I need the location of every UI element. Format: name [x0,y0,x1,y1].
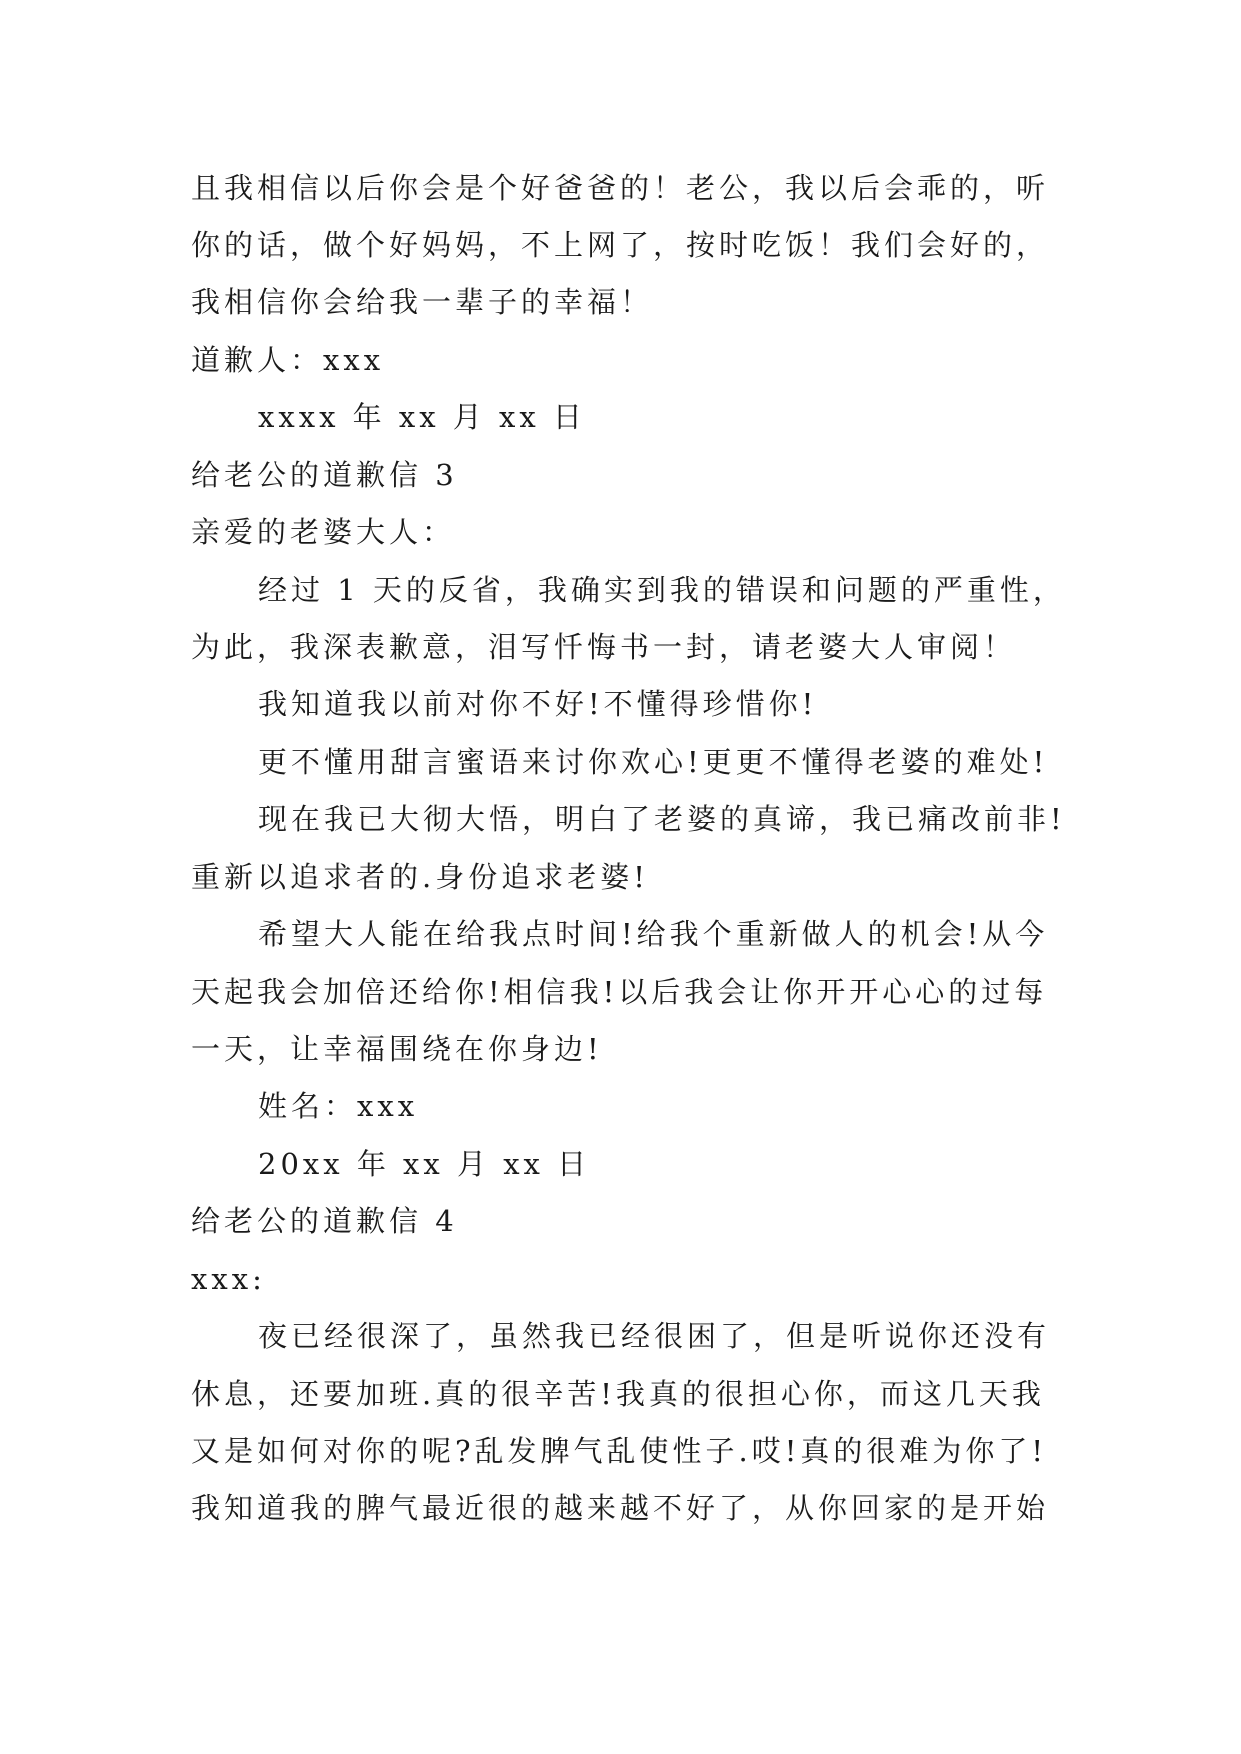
paragraph-line: 一天，让幸福围绕在你身边! [191,1032,603,1066]
paragraph-line: 又是如何对你的呢?乱发脾气乱使性子.哎!真的很难为你了! [191,1434,1048,1468]
salutation: xxx: [191,1262,266,1296]
date-line: xxxx 年 xx 月 xx 日 [258,400,586,434]
paragraph-line: 我知道我的脾气最近很的越来越不好了，从你回家的是开始 [191,1491,1050,1525]
section-title: 给老公的道歉信 4 [191,1204,458,1238]
date-line: 20xx 年 xx 月 xx 日 [258,1147,591,1181]
paragraph-line: 休息，还要加班.真的很辛苦!我真的很担心你，而这几天我 [191,1377,1045,1411]
paragraph-line: 且我相信以后你会是个好爸爸的！老公，我以后会乖的，听 [191,171,1050,205]
paragraph-line: 我知道我以前对你不好!不懂得珍惜你! [258,687,818,721]
paragraph-line: 现在我已大彻大悟，明白了老婆的真谛，我已痛改前非! [258,802,1066,836]
paragraph-line: 更不懂用甜言蜜语来讨你欢心!更更不懂得老婆的难处! [258,745,1049,779]
paragraph-line: 你的话，做个好妈妈，不上网了，按时吃饭！我们会好的， [191,228,1050,262]
paragraph-line: 希望大人能在给我点时间!给我个重新做人的机会!从今 [258,917,1049,951]
signer-line: 姓名：xxx [258,1089,419,1123]
paragraph-line: 夜已经很深了，虽然我已经很困了，但是听说你还没有 [258,1319,1051,1353]
paragraph-line: 经过 1 天的反省，我确实到我的错误和问题的严重性， [258,573,1066,607]
paragraph-line: 天起我会加倍还给你!相信我!以后我会让你开开心心的过每 [191,975,1048,1009]
paragraph-line: 重新以追求者的.身份追求老婆! [191,860,649,894]
signer-line: 道歉人：xxx [191,343,385,377]
paragraph-line: 为此，我深表歉意，泪写忏悔书一封，请老婆大人审阅！ [191,630,1017,664]
section-title: 给老公的道歉信 3 [191,458,458,492]
paragraph-line: 我相信你会给我一辈子的幸福！ [191,285,654,319]
salutation: 亲爱的老婆大人： [191,515,456,549]
